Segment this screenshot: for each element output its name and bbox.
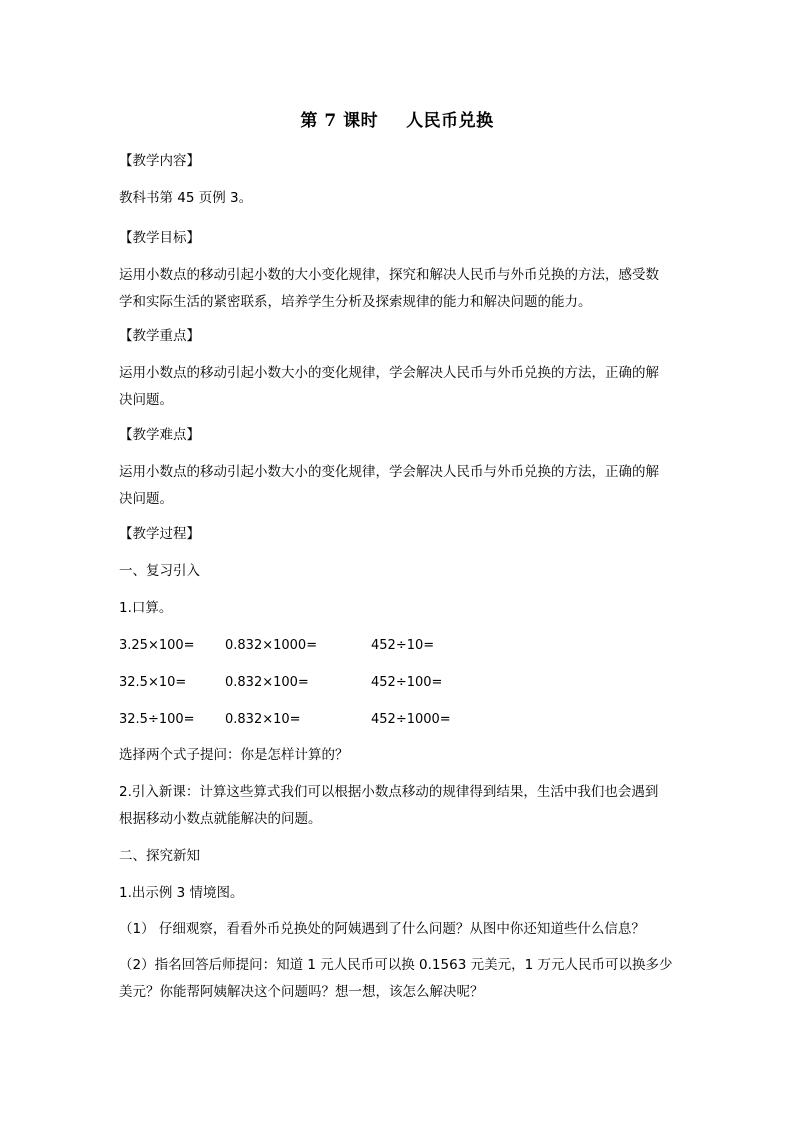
goals-line-2: 学和实际生活的紧密联系，培养学生分析及探索规律的能力和解决问题的能力。 (119, 294, 592, 310)
calc-cell: 3.25×100= (119, 638, 195, 653)
difficult-heading: 【教学难点】 (119, 427, 200, 443)
goals-paragraph (119, 262, 679, 316)
difficult-line-2: 决问题。 (119, 491, 173, 507)
sub-item-2-line-1: （2）指名回答后师提问：知道 1 元人民币可以换 0.1563 元美元，1 万元人民币可以换多少 (119, 957, 673, 973)
goals-heading: 【教学目标】 (119, 230, 200, 246)
item-3: 1.出示例 3 情境图。 (119, 885, 244, 901)
calc-row (119, 674, 679, 692)
calc-cell: 452÷1000= (371, 712, 451, 727)
sub-item-2-line-2: 美元？你能帮阿姨解决这个问题吗？想一想，该怎么解决呢？ (119, 984, 484, 1000)
calc-cell: 452÷10= (371, 638, 435, 653)
calc-cell: 0.832×10= (225, 712, 301, 727)
key-heading: 【教学重点】 (119, 328, 200, 344)
sub-item-1: （1） 仔细观察，看看外币兑换处的阿姨遇到了什么问题？从图中你还知道些什么信息？ (119, 921, 645, 937)
question-select: 选择两个式子提问：你是怎样计算的？ (119, 747, 349, 763)
item-1: 1.口算。 (119, 600, 173, 616)
calc-cell: 0.832×100= (225, 675, 309, 690)
item-2-line-2: 根据移动小数点就能解决的问题。 (119, 811, 322, 827)
calc-row (119, 637, 679, 655)
calc-cell: 452÷100= (371, 675, 443, 690)
calc-cell: 32.5÷100= (119, 712, 195, 727)
item-2-line-1: 2.引入新课：计算这些算式我们可以根据小数点移动的规律得到结果，生活中我们也会遇到 (119, 784, 659, 800)
part-2-heading: 二、探究新知 (119, 848, 200, 864)
difficult-line-1: 运用小数点的移动引起小数大小的变化规律，学会解决人民币与外币兑换的方法，正确的解 (119, 464, 659, 480)
calc-cell: 32.5×10= (119, 675, 187, 690)
lesson-number: 第 7 课时 (300, 111, 379, 131)
goals-line-1: 运用小数点的移动引起小数的大小变化规律，探究和解决人民币与外币兑换的方法，感受数 (119, 267, 659, 283)
difficult-paragraph (119, 459, 679, 513)
content-text: 教科书第 45 页例 3。 (119, 190, 253, 206)
item-2-paragraph (119, 779, 679, 833)
calc-cell: 0.832×1000= (225, 638, 318, 653)
calc-row (119, 711, 679, 729)
key-line-1: 运用小数点的移动引起小数大小的变化规律，学会解决人民币与外币兑换的方法，正确的解 (119, 365, 659, 381)
content-heading: 【教学内容】 (119, 153, 200, 169)
key-paragraph (119, 360, 679, 414)
page-title (0, 106, 794, 131)
lesson-topic: 人民币兑换 (406, 111, 494, 131)
key-line-2: 决问题。 (119, 392, 173, 408)
process-heading: 【教学过程】 (119, 526, 200, 542)
sub-item-2-paragraph (119, 952, 679, 1006)
part-1-heading: 一、复习引入 (119, 563, 200, 579)
